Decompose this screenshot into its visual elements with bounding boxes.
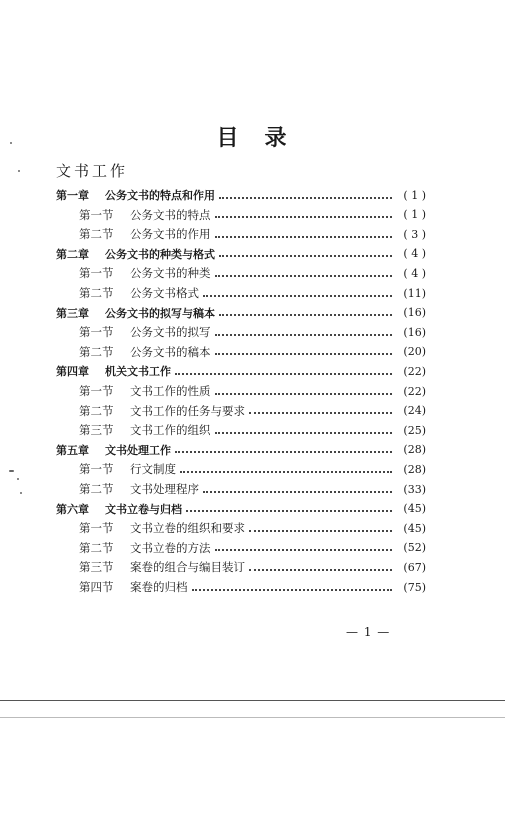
dot-leader — [215, 274, 393, 277]
scan-speck — [20, 492, 22, 494]
scan-edge-line — [0, 700, 505, 701]
toc-section-entry — [79, 225, 426, 243]
toc-entry-number: 第三节 — [79, 560, 114, 575]
section-heading: 文书工作 — [56, 162, 129, 180]
toc-entry-page: (45) — [403, 502, 426, 516]
toc-section-entry — [79, 480, 426, 498]
toc-entry-title: 文书立卷的方法 — [130, 540, 211, 555]
toc-section-entry — [79, 539, 426, 557]
toc-entry-title: 公务文书的种类与格式 — [105, 247, 215, 261]
toc-entry-number: 第四节 — [79, 580, 114, 594]
toc-entry-title: 文书工作的组织 — [130, 423, 211, 438]
toc-entry-page: (16) — [403, 325, 426, 339]
toc-entry-page: (28) — [403, 462, 426, 476]
dot-leader — [219, 196, 392, 199]
toc-section-entry — [79, 402, 426, 420]
toc-entry-page: ( 1 ) — [403, 208, 426, 222]
toc-entry-number: 第一节 — [79, 521, 114, 536]
dot-leader — [219, 254, 392, 257]
toc-chapter-entry — [56, 362, 426, 380]
toc-entry-page: (11) — [403, 286, 426, 300]
toc-section-entry — [79, 382, 426, 400]
toc-entry-page: ( 3 ) — [403, 227, 426, 241]
toc-chapter-entry — [56, 500, 426, 518]
toc-entry-title: 公务文书的拟写与稿本 — [105, 306, 215, 320]
toc-entry-title: 机关文书工作 — [105, 365, 171, 379]
toc-entry-number: 第六章 — [56, 502, 89, 516]
toc-entry-page: (52) — [403, 541, 426, 555]
toc-chapter-entry — [56, 245, 426, 263]
toc-entry-number: 第二节 — [79, 344, 114, 359]
toc-entry-number: 第四章 — [56, 365, 89, 379]
toc-section-entry — [79, 421, 426, 439]
toc-entry-title: 行文制度 — [130, 462, 176, 477]
toc-entry-page: (20) — [403, 345, 426, 359]
toc-entry-title: 文书处理工作 — [105, 443, 171, 457]
dot-leader — [215, 431, 393, 434]
toc-entry-title: 公务文书的种类 — [130, 266, 211, 281]
toc-entry-number: 第一节 — [79, 462, 114, 477]
toc-entry-page: (22) — [403, 364, 426, 378]
toc-section-entry — [79, 558, 426, 576]
dot-leader — [203, 490, 392, 493]
toc-entry-number: 第二章 — [56, 247, 89, 261]
page-title: 目 录 — [216, 126, 289, 151]
toc-entry-number: 第二节 — [79, 227, 114, 242]
dot-leader — [215, 392, 393, 395]
scan-edge-line-light — [0, 717, 505, 718]
toc-entry-number: 第二节 — [79, 482, 114, 496]
toc-entry-title: 案卷的归档 — [130, 580, 188, 594]
toc-entry-number: 第三章 — [56, 306, 89, 320]
toc-entry-title: 公务文书的特点和作用 — [105, 189, 215, 202]
dot-leader — [249, 529, 392, 532]
toc-entry-page: ( 4 ) — [403, 266, 426, 280]
toc-entry-page: (24) — [403, 404, 426, 418]
toc-entry-title: 文书立卷的组织和要求 — [130, 521, 245, 536]
toc-entry-page: ( 1 ) — [403, 188, 426, 202]
toc-entry-title: 文书工作的性质 — [130, 384, 211, 398]
toc-entry-number: 第一节 — [79, 384, 114, 398]
toc-section-entry — [79, 343, 426, 361]
toc-entry-page: (67) — [403, 560, 426, 574]
toc-entry-page: (28) — [403, 443, 426, 457]
toc-entry-title: 文书立卷与归档 — [105, 502, 182, 516]
dot-leader — [215, 352, 393, 355]
toc-section-entry — [79, 264, 426, 282]
toc-entry-page: (33) — [403, 482, 426, 496]
toc-entry-page: (22) — [403, 384, 426, 398]
toc-entry-title: 案卷的组合与编目装订 — [130, 560, 245, 575]
scan-speck — [9, 470, 14, 472]
dot-leader — [180, 470, 392, 473]
page-number: — 1 — — [346, 625, 391, 639]
toc-entry-title: 文书工作的任务与要求 — [130, 403, 245, 418]
toc-chapter-entry — [56, 304, 426, 322]
dot-leader — [175, 372, 392, 375]
toc-entry-page: (75) — [403, 580, 426, 594]
toc-entry-number: 第二节 — [79, 540, 114, 555]
dot-leader — [203, 294, 392, 297]
scan-speck — [10, 142, 12, 144]
toc-section-entry — [79, 460, 426, 478]
toc-section-entry — [79, 206, 426, 224]
toc-entry-number: 第五章 — [56, 443, 89, 457]
dot-leader — [215, 235, 393, 238]
toc-entry-number: 第一节 — [79, 207, 114, 222]
toc-entry-number: 第一章 — [56, 189, 89, 202]
dot-leader — [186, 509, 392, 512]
toc-entry-page: (45) — [403, 521, 426, 535]
scan-speck — [17, 478, 19, 480]
toc-entry-page: (16) — [403, 306, 426, 320]
toc-entry-page: (25) — [403, 423, 426, 437]
toc-entry-title: 公务文书的拟写 — [130, 325, 211, 340]
scan-speck — [18, 170, 20, 172]
toc-entry-title: 公务文书的稿本 — [130, 344, 211, 359]
toc-section-entry — [79, 323, 426, 341]
toc-entry-number: 第三节 — [79, 423, 114, 438]
dot-leader — [215, 548, 393, 551]
dot-leader — [249, 568, 392, 571]
dot-leader — [215, 333, 393, 336]
toc-entry-number: 第二节 — [79, 403, 114, 418]
dot-leader — [249, 411, 392, 414]
dot-leader — [192, 588, 393, 591]
toc-chapter-entry — [56, 186, 426, 204]
toc-chapter-entry — [56, 441, 426, 459]
toc-entry-title: 公务文书的作用 — [130, 227, 211, 242]
toc-entry-title: 公务文书的特点 — [130, 207, 211, 222]
toc-section-entry — [79, 519, 426, 537]
dot-leader — [219, 313, 392, 316]
dot-leader — [175, 450, 392, 453]
toc-section-entry — [79, 284, 426, 302]
toc-entry-title: 公务文书格式 — [130, 286, 199, 300]
toc-entry-number: 第一节 — [79, 266, 114, 281]
toc-entry-number: 第二节 — [79, 286, 114, 300]
toc-section-entry — [79, 578, 426, 596]
dot-leader — [215, 215, 393, 218]
toc-entry-number: 第一节 — [79, 325, 114, 340]
toc-entry-page: ( 4 ) — [403, 247, 426, 261]
toc-entry-title: 文书处理程序 — [130, 482, 199, 496]
